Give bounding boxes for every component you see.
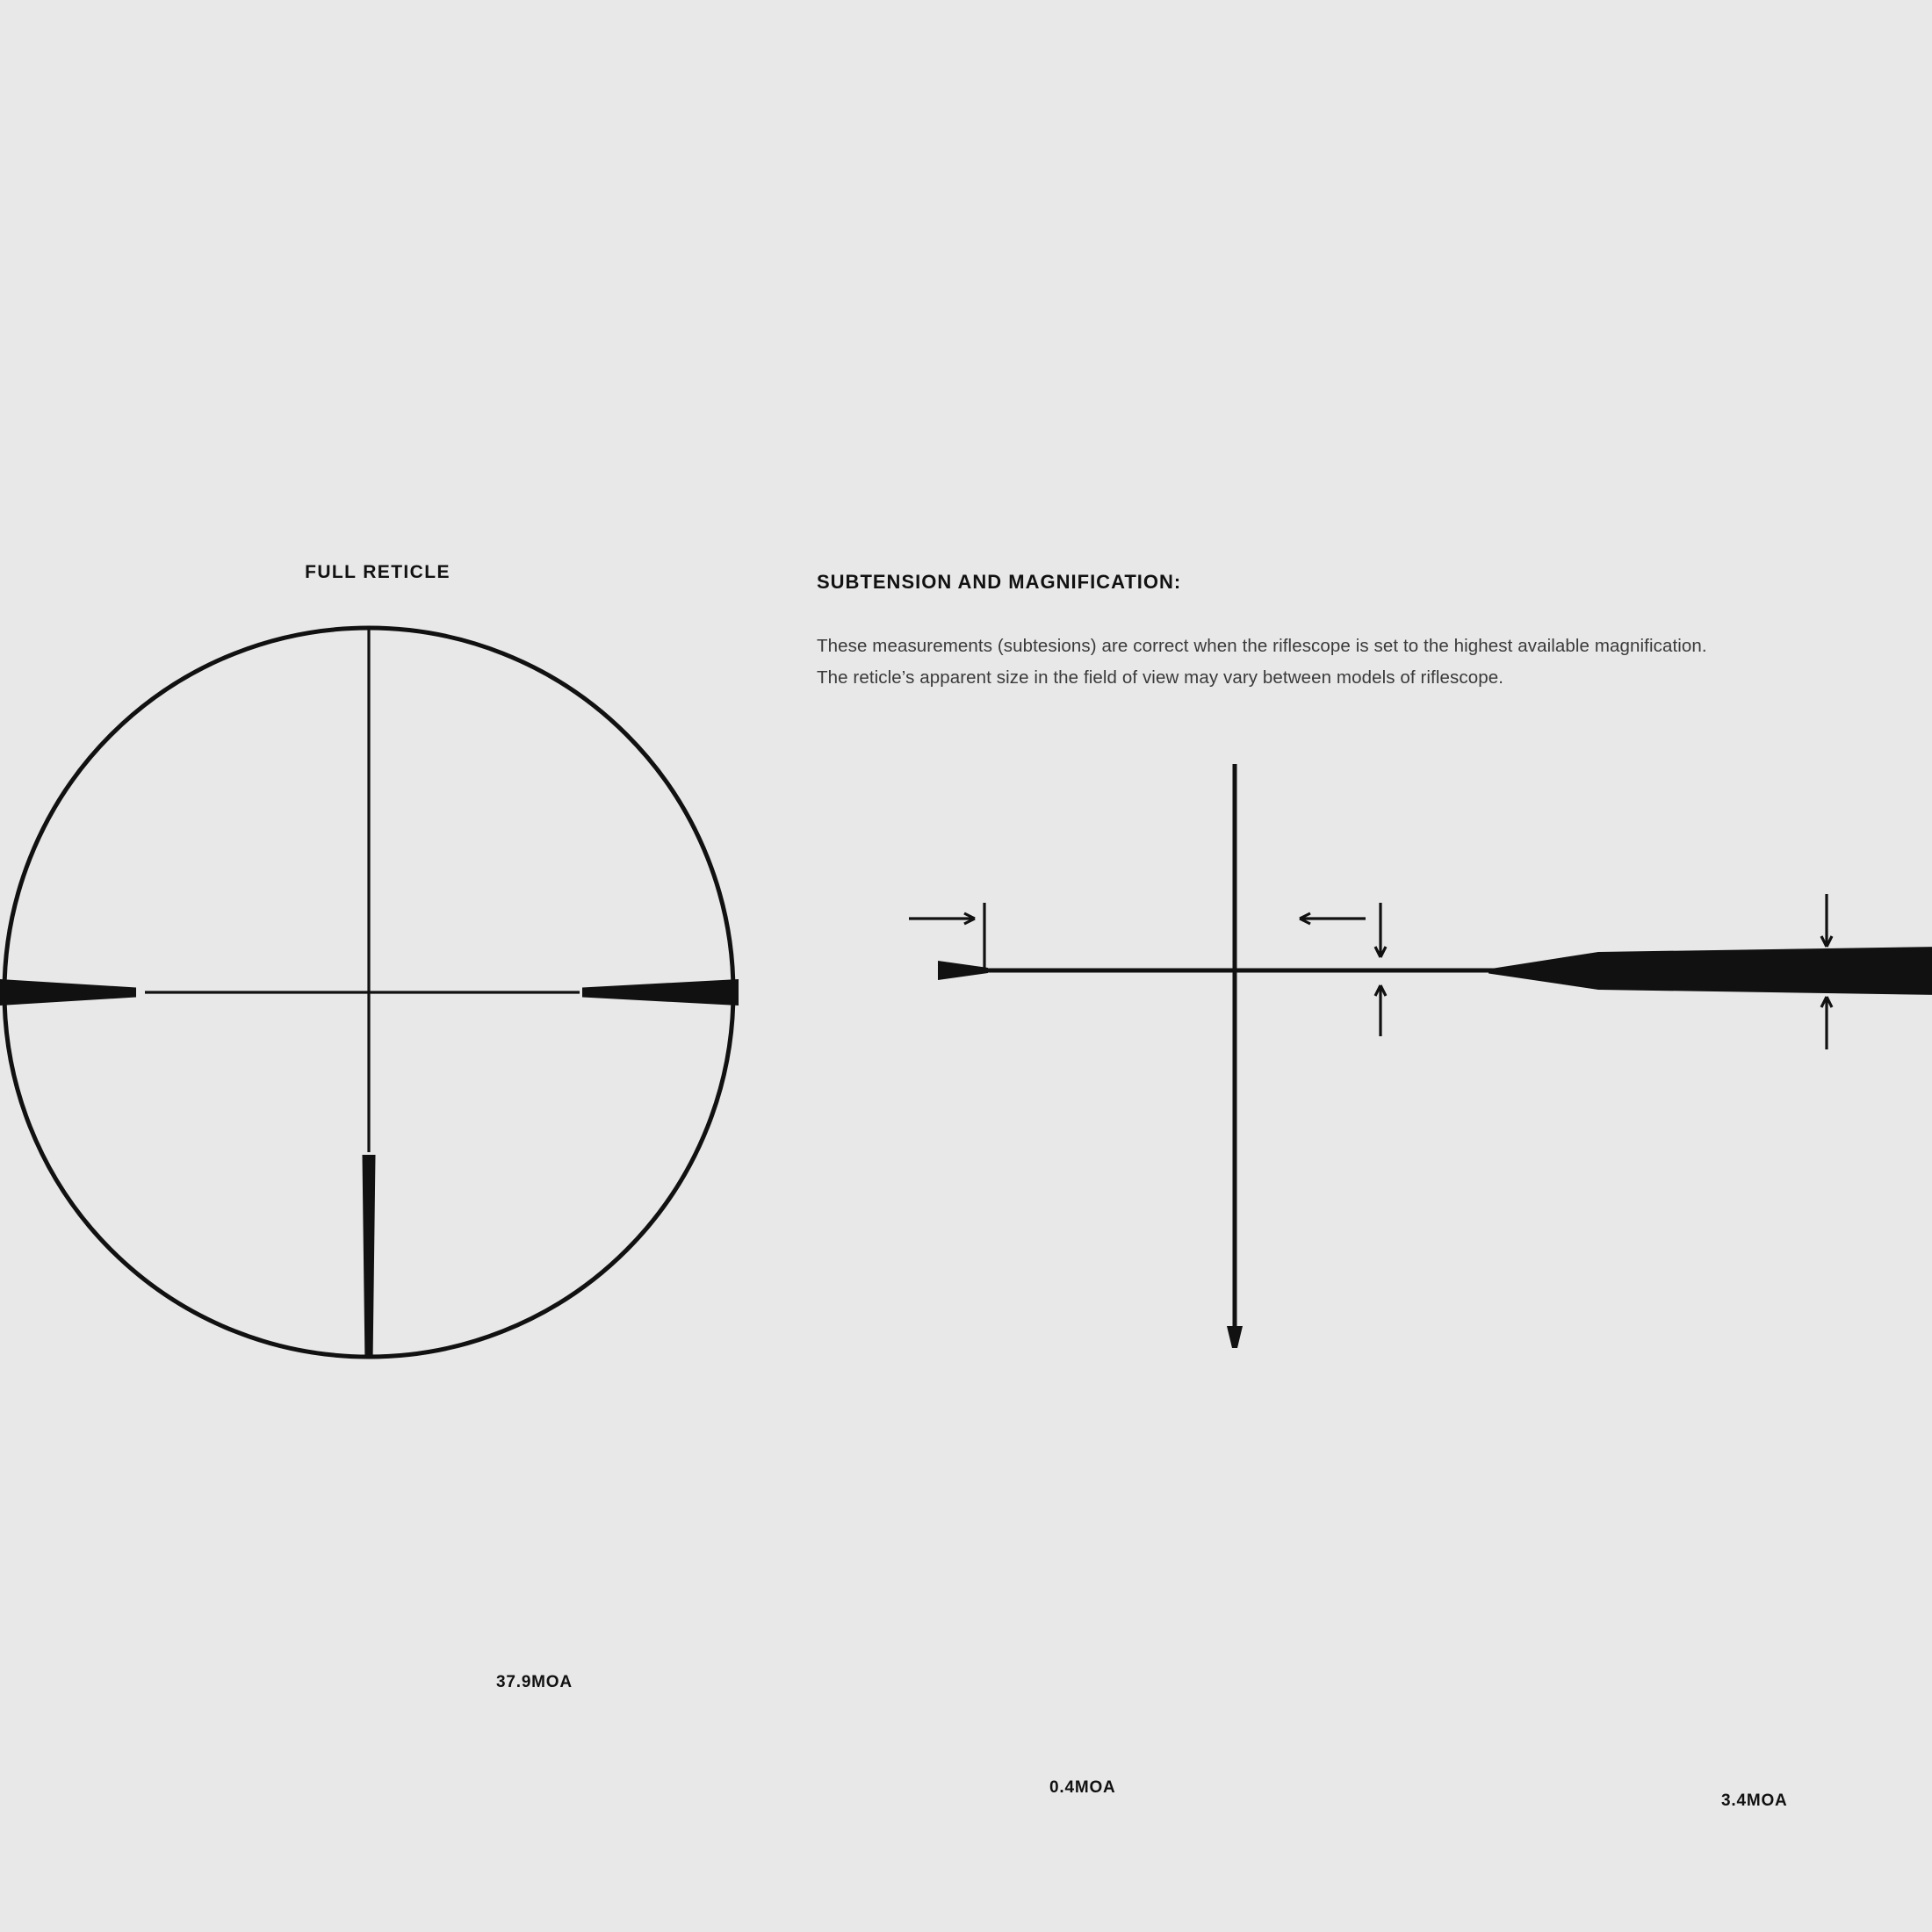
detail-post-left-tip (938, 961, 988, 980)
subtension-paragraph-line-1: These measurements (subtesions) are correct when the riflescope is set to the highest available magnification. (817, 636, 1707, 656)
subtension-paragraph-line-2: The reticle’s apparent size in the field of view may vary between models of riflescope. (817, 667, 1504, 688)
measurement-label-3-4moa: 3.4MOA (1721, 1791, 1788, 1810)
subtension-heading: SUBTENSION AND MAGNIFICATION: (817, 571, 1182, 593)
subtension-detail-figure (496, 746, 1932, 1810)
full-reticle-figure (0, 606, 755, 1383)
detail-post-bottom-tip (1227, 1326, 1243, 1348)
full-reticle-title: FULL RETICLE (305, 562, 451, 582)
measurement-label-37-9moa: 37.9MOA (496, 1673, 573, 1691)
subtension-panel (496, 571, 1932, 1810)
post-left (0, 979, 136, 1006)
post-bottom (363, 1155, 376, 1356)
measurement-label-0-4moa: 0.4MOA (1049, 1778, 1116, 1797)
post-right (582, 979, 739, 1006)
full-reticle-panel (0, 562, 755, 1388)
detail-post-right (1489, 947, 1932, 995)
span-indicator-37-9 (909, 903, 1366, 970)
